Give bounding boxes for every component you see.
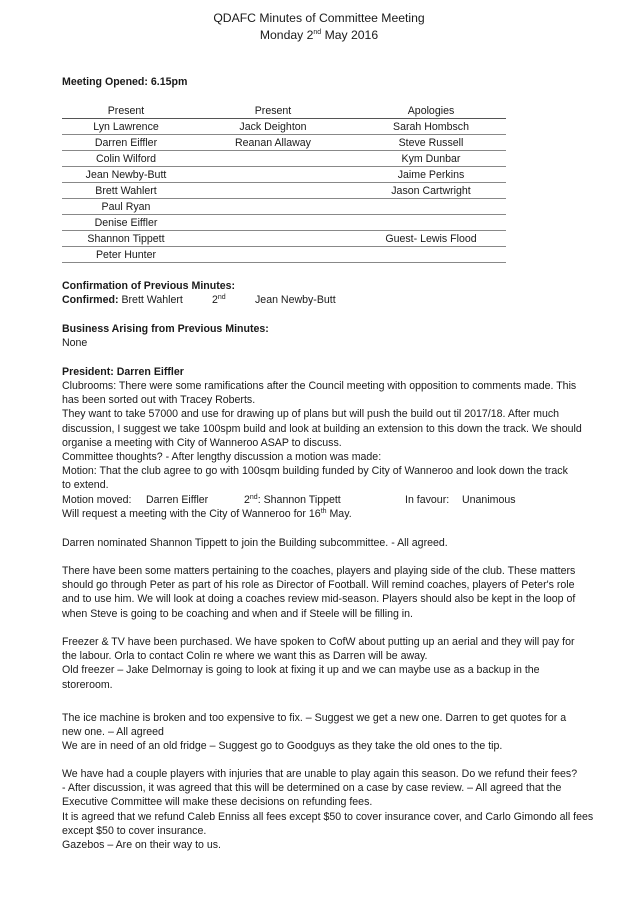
ice-machine-section xyxy=(62,711,602,754)
table-row xyxy=(62,199,506,215)
table-cell xyxy=(190,215,356,231)
table-cell: Sarah Hombsch xyxy=(356,119,506,135)
text-line: discussion, I suggest we take 100spm build and look at building an extension to this down the track. We should xyxy=(62,422,582,435)
text-line: except $50 to cover insurance. xyxy=(62,824,207,837)
table-cell xyxy=(190,167,356,183)
table-cell: Shannon Tippett xyxy=(62,231,190,247)
table-cell: Lyn Lawrence xyxy=(62,119,190,135)
motion-moved-line xyxy=(62,493,602,507)
attendance-table xyxy=(62,103,506,263)
table-cell: Colin Wilford xyxy=(62,151,190,167)
table-cell: Jason Cartwright xyxy=(356,183,506,199)
table-row xyxy=(62,231,506,247)
text-line: There have been some matters pertaining to the coaches, players and playing side of the club. These matters xyxy=(62,565,576,577)
text-line: We have had a couple players with injuries that are unable to play again this season. Do we refund their fees? xyxy=(62,768,578,780)
text-line: Old freezer – Jake Delmornay is going to look at fixing it up and we can maybe use as a backup in the xyxy=(62,664,540,677)
table-cell: Guest- Lewis Flood xyxy=(356,231,506,247)
table-cell: Brett Wahlert xyxy=(62,183,190,199)
in-favour-value: Unanimous xyxy=(462,493,516,506)
text-line: new one. – All agreed xyxy=(62,726,164,739)
text-line: Motion: That the club agree to go with 100sqm building funded by City of Wanneroo and look down the track xyxy=(62,465,568,478)
table-cell xyxy=(356,199,506,215)
table-row xyxy=(62,215,506,231)
table-row xyxy=(62,167,506,183)
table-cell: Jean Newby-Butt xyxy=(62,167,190,183)
text-line: organise a meeting with City of Wanneroo ASAP to discuss. xyxy=(62,436,342,449)
table-cell xyxy=(190,151,356,167)
text-line: - After discussion, it was agreed that this will be determined on a case by case review. – All agreed that the xyxy=(62,782,562,795)
table-cell: Jaime Perkins xyxy=(356,167,506,183)
building-subcommittee-line: Darren nominated Shannon Tippett to join the Building subcommittee. - All agreed. xyxy=(62,537,448,549)
column-header: Present xyxy=(62,103,190,119)
business-arising-text: None xyxy=(62,337,88,349)
text-line: the labour. Orla to contact Colin re where we want this as Darren will be away. xyxy=(62,650,428,663)
table-cell: Paul Ryan xyxy=(62,199,190,215)
text-line: has been sorted out with Tracey Roberts. xyxy=(62,394,256,407)
meeting-date: Monday 2nd May 2016 xyxy=(259,28,379,42)
attendance-header-row xyxy=(62,103,506,119)
confirmed-label: Confirmed: xyxy=(62,294,119,306)
freezer-section xyxy=(62,635,602,692)
text-line: Freezer & TV have been purchased. We have spoken to CofW about putting up an aerial and they will pay for xyxy=(62,636,575,648)
document-title: QDAFC Minutes of Committee Meeting xyxy=(213,11,425,25)
motion-seconded: 2nd: Shannon Tippett xyxy=(244,493,341,506)
table-cell: Steve Russell xyxy=(356,135,506,151)
text-line: It is agreed that we refund Caleb Enniss all fees except $50 to cover insurance cover, and Carlo Gimondo all fees xyxy=(62,810,594,823)
text-line: Clubrooms: There were some ramifications after the Council meeting with opposition to comments made. This xyxy=(62,380,577,392)
business-arising-heading: Business Arising from Previous Minutes: xyxy=(62,323,269,335)
injury-refund-section xyxy=(62,767,602,852)
text-line: to extend. xyxy=(62,479,109,492)
column-header: Apologies xyxy=(356,103,506,119)
text-line: Executive Committee will make these decisions on refunding fees. xyxy=(62,796,373,809)
text-line: The ice machine is broken and too expensive to fix. – Suggest we get a new one. Darren to get quotes for a xyxy=(62,712,567,724)
table-row xyxy=(62,135,506,151)
table-cell: Jack Deighton xyxy=(190,119,356,135)
meeting-opened: Meeting Opened: 6.15pm xyxy=(62,76,188,88)
table-row xyxy=(62,247,506,263)
clubrooms-section xyxy=(62,379,602,521)
seconded-by: Jean Newby-Butt xyxy=(255,294,336,306)
table-cell: Peter Hunter xyxy=(62,247,190,263)
column-header: Present xyxy=(190,103,356,119)
confirmation-line xyxy=(62,293,336,307)
table-row xyxy=(62,183,506,199)
confirmation-heading: Confirmation of Previous Minutes: xyxy=(62,280,236,292)
table-cell xyxy=(190,183,356,199)
motion-moved-label: Motion moved: xyxy=(62,493,132,506)
table-row xyxy=(62,119,506,135)
president-heading: President: Darren Eiffler xyxy=(62,366,184,378)
text-line: They want to take 57000 and use for drawing up of plans but will push the build out til 2017/18. After much xyxy=(62,408,560,421)
table-cell xyxy=(356,247,506,263)
meeting-request-line: Will request a meeting with the City of Wanneroo for 16th May. xyxy=(62,507,352,520)
table-row xyxy=(62,151,506,167)
table-cell: Denise Eiffler xyxy=(62,215,190,231)
text-line: We are in need of an old fridge – Suggest go to Goodguys as they take the old ones to the tip. xyxy=(62,740,503,753)
text-line: when Steve is going to be coaching and when and if Steele will be filling in. xyxy=(62,607,413,620)
table-cell xyxy=(356,215,506,231)
in-favour-label: In favour: xyxy=(405,493,450,506)
table-cell: Kym Dunbar xyxy=(356,151,506,167)
text-line: Committee thoughts? - After lengthy discussion a motion was made: xyxy=(62,451,382,464)
table-cell xyxy=(190,199,356,215)
coaches-section xyxy=(62,564,602,621)
table-cell xyxy=(190,247,356,263)
table-cell: Darren Eiffler xyxy=(62,135,190,151)
confirmed-by: Brett Wahlert xyxy=(121,294,183,306)
table-cell: Reanan Allaway xyxy=(190,135,356,151)
text-line: Gazebos – Are on their way to us. xyxy=(62,839,221,852)
seconded-label: 2nd xyxy=(212,294,226,306)
text-line: should go through Peter as part of his role as Director of Football. Will remind coaches, players of Peter's role xyxy=(62,579,575,592)
text-line: and to use him. We will look at doing a coaches review mid-season. Players should also be kept in the loop of xyxy=(62,593,576,606)
table-cell xyxy=(190,231,356,247)
text-line: storeroom. xyxy=(62,678,113,691)
motion-moved-by: Darren Eiffler xyxy=(146,493,209,506)
